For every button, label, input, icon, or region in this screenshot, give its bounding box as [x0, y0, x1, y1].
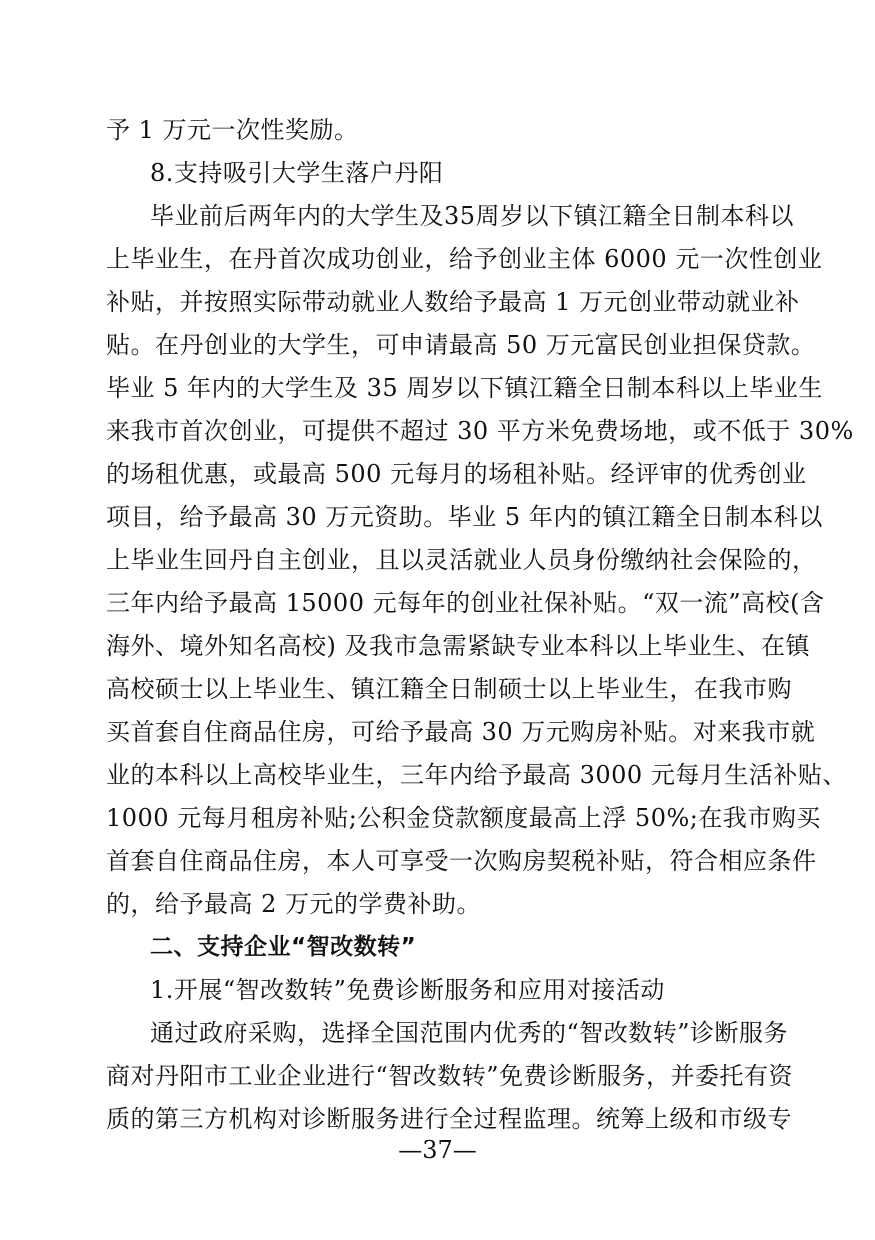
paragraph-line: 项目，给予最高 30 万元资助。毕业 5 年内的镇江籍全日制本科以	[106, 503, 823, 531]
paragraph-line: 的场租优惠，或最高 500 元每月的场租补贴。经评审的优秀创业	[106, 460, 807, 488]
paragraph-line: 上毕业生，在丹首次成功创业，给予创业主体 6000 元一次性创业	[106, 245, 823, 273]
paragraph-line: 买首套自住商品住房，可给予最高 30 万元购房补贴。对来我市就	[106, 718, 816, 746]
subsection-heading: 1.开展“智改数转”免费诊断服务和应用对接活动	[150, 976, 665, 1004]
paragraph-line: 1000 元每月租房补贴;公积金贷款额度最高上浮 50%;在我市购买	[106, 804, 821, 832]
paragraph-line: 业的本科以上高校毕业生，三年内给予最高 3000 元每月生活补贴、	[106, 761, 847, 789]
paragraph-line: 三年内给予最高 15000 元每年的创业社保补贴。“双一流”高校(含	[106, 589, 825, 617]
paragraph-line: 质的第三方机构对诊断服务进行全过程监理。统筹上级和市级专	[106, 1105, 792, 1133]
paragraph-line: 高校硕士以上毕业生、镇江籍全日制硕士以上毕业生，在我市购	[106, 675, 792, 703]
paragraph-line: 通过政府采购，选择全国范围内优秀的“智改数转”诊断服务	[150, 1019, 789, 1047]
paragraph-line: 海外、境外知名高校) 及我市急需紧缺专业本科以上毕业生、在镇	[106, 632, 810, 660]
paragraph-line: 来我市首次创业，可提供不超过 30 平方米免费场地，或不低于 30%	[106, 417, 854, 445]
paragraph-line: 予 1 万元一次性奖励。	[106, 116, 359, 144]
subsection-heading: 8.支持吸引大学生落户丹阳	[150, 159, 444, 187]
paragraph-line: 首套自住商品住房，本人可享受一次购房契税补贴，符合相应条件	[106, 847, 817, 875]
paragraph-line: 毕业 5 年内的大学生及 35 周岁以下镇江籍全日制本科以上毕业生	[106, 374, 823, 402]
paragraph-line: 的，给予最高 2 万元的学费补助。	[106, 890, 482, 918]
paragraph-line: 毕业前后两年内的大学生及35周岁以下镇江籍全日制本科以	[150, 202, 795, 230]
paragraph-line: 上毕业生回丹自主创业，且以灵活就业人员身份缴纳社会保险的，	[106, 546, 817, 574]
paragraph-line: 补贴，并按照实际带动就业人数给予最高 1 万元创业带动就业补	[106, 288, 800, 316]
section-heading: 二、支持企业“智改数转”	[150, 934, 417, 960]
page-number: —37—	[398, 1136, 477, 1164]
paragraph-line: 商对丹阳市工业企业进行“智改数转”免费诊断服务，并委托有资	[106, 1062, 794, 1090]
paragraph-line: 贴。在丹创业的大学生，可申请最高 50 万元富民创业担保贷款。	[106, 331, 816, 359]
